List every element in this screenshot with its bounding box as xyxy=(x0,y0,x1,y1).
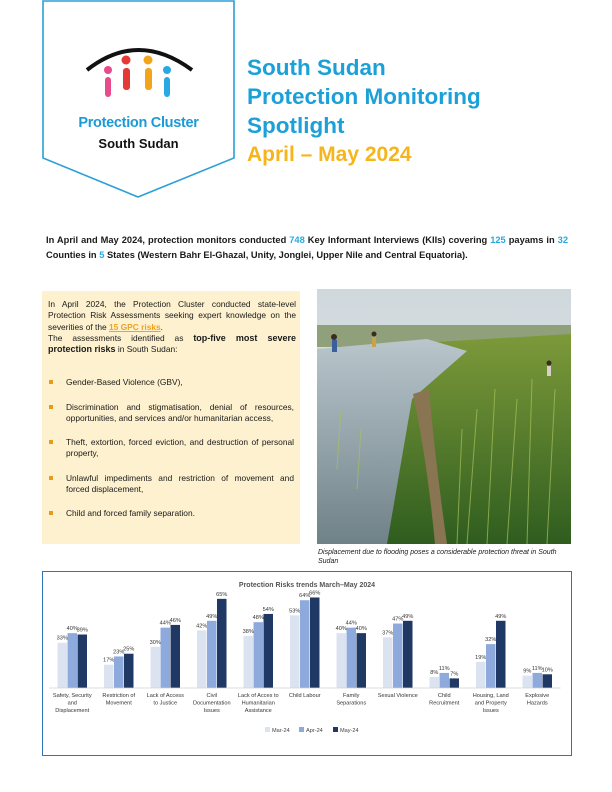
category-label: Movement xyxy=(105,700,132,707)
category-label: and xyxy=(67,700,77,707)
gpc-risks-link[interactable]: 15 GPC risks xyxy=(108,321,161,332)
data-label: 53% xyxy=(289,608,301,615)
category-label: Sexual Violence xyxy=(377,693,418,699)
intro-text: In April and May 2024, protection monitors conducted xyxy=(46,235,290,245)
bar-mar-24-8 xyxy=(430,677,440,688)
category-label: Issues xyxy=(203,708,220,714)
data-label: 54% xyxy=(262,606,274,613)
data-label: 48% xyxy=(252,615,264,622)
legend-label: May-24 xyxy=(340,728,359,734)
intro-text: Counties in xyxy=(46,250,100,260)
category-label: Hazards xyxy=(526,700,548,707)
protection-risks-chart xyxy=(42,571,572,756)
intro-paragraph xyxy=(46,233,568,263)
bullet-icon xyxy=(49,511,53,515)
risk-emphasis: top-five most severe protection risks xyxy=(48,332,297,355)
data-label: 11% xyxy=(438,665,450,672)
data-label: 47% xyxy=(392,616,404,623)
bullet-icon xyxy=(49,440,53,444)
data-label: 65% xyxy=(216,591,228,598)
chart-bars xyxy=(49,590,561,714)
flood-photo xyxy=(317,289,571,544)
category-label: Humanitarian xyxy=(241,700,275,707)
category-label: Civil xyxy=(206,693,218,699)
kii-count: 748 xyxy=(289,235,305,245)
list-item xyxy=(48,473,294,495)
bar-apr-24-10 xyxy=(533,673,543,688)
category-label: Lack of Access xyxy=(146,693,184,699)
category-label: Family xyxy=(343,693,360,699)
bar-may-24-8 xyxy=(450,678,460,688)
data-label: 46% xyxy=(169,617,181,624)
data-label: 37% xyxy=(382,630,394,637)
bar-mar-24-5 xyxy=(290,615,300,688)
bar-mar-24-6 xyxy=(337,633,347,688)
bar-may-24-2 xyxy=(171,625,181,688)
bar-apr-24-1 xyxy=(114,656,124,688)
data-label: 40% xyxy=(335,626,347,633)
data-label: 64% xyxy=(299,593,311,600)
photo-caption: Displacement due to flooding poses a considerable protection threat in South Sudan xyxy=(318,549,557,565)
list-item xyxy=(48,437,294,459)
list-item-text: Discrimination and stigmatisation, denial of resources, opportunities, and services and/or humanitarian access, xyxy=(66,401,294,423)
category-label: to Justice xyxy=(153,700,178,707)
data-label: 8% xyxy=(430,670,439,677)
data-label: 25% xyxy=(123,646,135,653)
bar-may-24-7 xyxy=(403,621,413,688)
category-label: and Property xyxy=(474,700,507,707)
risk-intro xyxy=(48,299,296,355)
bar-apr-24-8 xyxy=(440,673,450,688)
data-label: 40% xyxy=(66,626,78,633)
chart-canvas xyxy=(43,572,571,755)
bar-mar-24-7 xyxy=(383,637,393,688)
list-item-text: Unlawful impediments and restriction of movement and forced displacement, xyxy=(66,472,294,494)
data-label: 44% xyxy=(159,620,171,627)
category-label: Explosive xyxy=(525,693,550,699)
chart-title: Protection Risks trends March–May 2024 xyxy=(238,582,376,589)
data-label: 7% xyxy=(450,671,459,678)
category-label: Lack of Acces to xyxy=(237,693,279,699)
bar-mar-24-10 xyxy=(523,676,533,688)
bar-mar-24-1 xyxy=(104,665,114,688)
category-label: Recruitment xyxy=(429,700,460,707)
bar-apr-24-7 xyxy=(393,624,403,688)
category-label: Safety, Security xyxy=(52,693,92,699)
bar-mar-24-4 xyxy=(244,636,254,688)
county-count: 32 xyxy=(557,235,568,245)
category-label: Issues xyxy=(482,708,499,714)
data-label: 10% xyxy=(541,667,553,674)
category-label: Separations xyxy=(336,700,367,707)
bar-may-24-1 xyxy=(124,654,134,688)
bar-mar-24-9 xyxy=(476,662,486,688)
protection-risk-box xyxy=(42,291,300,544)
bar-may-24-3 xyxy=(217,599,227,688)
bar-may-24-4 xyxy=(264,614,274,688)
logo-org-name: Protection Cluster xyxy=(78,115,199,131)
bar-may-24-9 xyxy=(496,621,506,688)
category-label: Child Labour xyxy=(288,693,321,699)
bar-may-24-6 xyxy=(357,633,367,688)
list-item-text: Gender-Based Violence (GBV), xyxy=(66,377,183,387)
data-label: 17% xyxy=(103,657,115,664)
data-label: 23% xyxy=(113,649,125,656)
data-label: 19% xyxy=(475,654,487,661)
bar-may-24-0 xyxy=(78,635,88,688)
bar-mar-24-3 xyxy=(197,630,207,688)
data-label: 66% xyxy=(309,590,321,597)
bar-apr-24-4 xyxy=(254,622,264,688)
data-label: 33% xyxy=(56,635,68,642)
category-label: Assistance xyxy=(244,708,272,714)
title-line-2: Protection Monitoring xyxy=(247,84,481,109)
data-label: 49% xyxy=(495,613,507,620)
bar-apr-24-9 xyxy=(486,644,496,688)
payam-count: 125 xyxy=(490,235,506,245)
title-line-3: Spotlight xyxy=(247,113,345,138)
data-label: 42% xyxy=(196,623,208,630)
cluster-logo xyxy=(42,0,235,200)
data-label: 39% xyxy=(76,627,88,634)
page-title xyxy=(247,53,481,169)
risk-text: In April 2024, the Protection Cluster conducted state-level Protection Risk Assessments seeking expert knowledge on the severities of the xyxy=(48,299,296,332)
category-label: Documentation xyxy=(192,700,231,707)
list-item xyxy=(48,377,294,388)
chart-legend xyxy=(265,727,359,734)
title-line-1: South Sudan xyxy=(247,55,386,80)
category-label: Child xyxy=(437,693,451,699)
category-label: Restriction of xyxy=(102,693,136,699)
bullet-icon xyxy=(49,405,53,409)
risk-text: in South Sudan: xyxy=(115,344,178,355)
intro-text: payams in xyxy=(505,235,558,245)
data-label: 30% xyxy=(149,639,161,646)
state-count: 5 xyxy=(99,250,105,260)
bar-apr-24-3 xyxy=(207,621,217,688)
legend-swatch xyxy=(299,727,304,732)
logo-shield-shape xyxy=(42,0,235,200)
report-period: April – May 2024 xyxy=(247,143,412,166)
legend-label: Mar-24 xyxy=(272,728,290,734)
data-label: 40% xyxy=(355,626,367,633)
data-label: 9% xyxy=(523,668,532,675)
risk-text: The assessments identified as xyxy=(48,332,194,343)
risk-text: . xyxy=(160,321,163,332)
bullet-icon xyxy=(49,380,53,384)
intro-text: States (Western Bahr El-Ghazal, Unity, Jonglei, Upper Nile and Central Equatoria). xyxy=(104,250,468,260)
bar-apr-24-2 xyxy=(161,628,171,688)
list-item xyxy=(48,402,294,424)
logo-country: South Sudan xyxy=(98,136,179,151)
data-label: 49% xyxy=(206,613,218,620)
list-item-text: Theft, extortion, forced eviction, and destruction of personal property, xyxy=(66,437,294,458)
legend-label: Apr-24 xyxy=(306,728,323,734)
bar-may-24-10 xyxy=(543,674,553,688)
data-label: 11% xyxy=(531,665,543,672)
intro-text: Key Informant Interviews (KIIs) covering xyxy=(304,235,491,245)
bar-apr-24-6 xyxy=(347,628,357,688)
bar-mar-24-0 xyxy=(58,643,68,688)
bar-may-24-5 xyxy=(310,597,320,688)
bar-mar-24-2 xyxy=(151,647,161,688)
list-item-text: Child and forced family separation. xyxy=(66,508,195,518)
legend-swatch xyxy=(265,727,270,732)
bar-apr-24-0 xyxy=(68,633,78,688)
category-label: Housing, Land xyxy=(472,693,509,699)
data-label: 44% xyxy=(345,620,357,627)
category-label: Displacement xyxy=(55,708,90,714)
data-label: 49% xyxy=(402,613,414,620)
bullet-icon xyxy=(49,476,53,480)
data-label: 38% xyxy=(242,628,254,635)
risk-list xyxy=(48,377,298,533)
legend-swatch xyxy=(333,727,338,732)
bar-apr-24-5 xyxy=(300,600,310,688)
list-item xyxy=(48,508,294,519)
data-label: 32% xyxy=(485,637,497,644)
